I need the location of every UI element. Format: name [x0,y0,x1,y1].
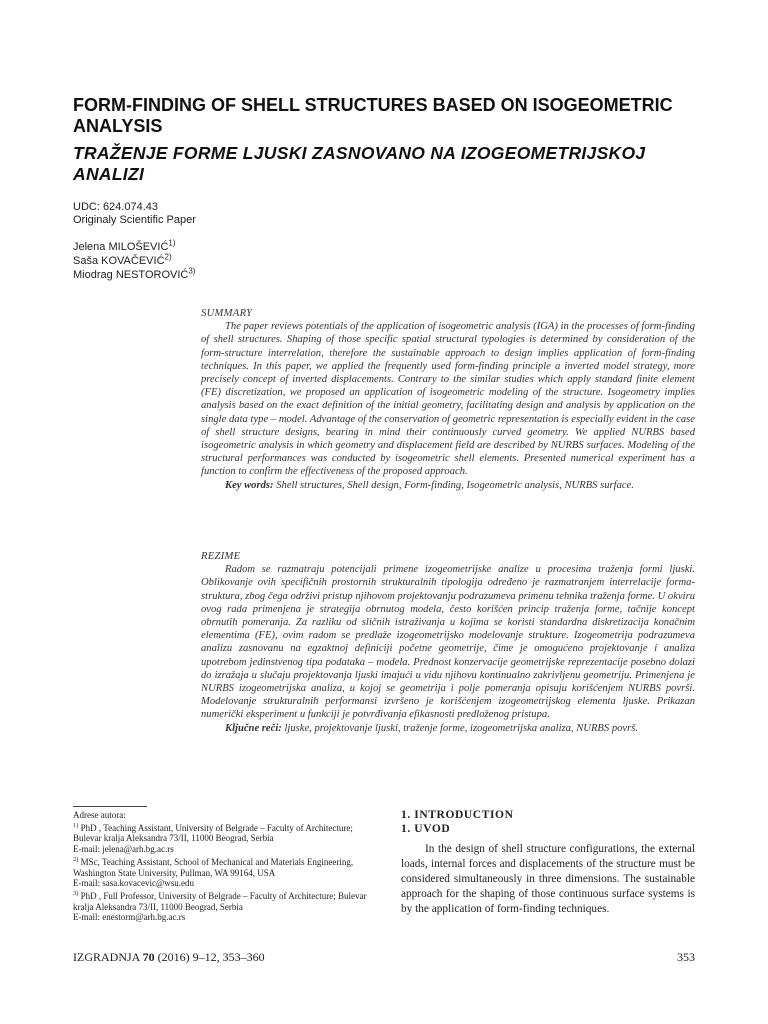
journal-volume: 70 [142,950,155,964]
rezime-section [201,550,695,735]
address-text: MSc, Teaching Assistant, School of Mechanical and Materials Engineering, Washington State University, Pullman, WA 99164, USA [73,856,354,878]
summary-section [201,307,695,492]
paper-title-english: FORM-FINDING OF SHELL STRUCTURES BASED ON ISOGEOMETRIC ANALYSIS [73,95,673,136]
author-affiliation-marker: 2) [164,252,172,262]
page-number: 353 [677,950,695,964]
footnote-marker: 3) [73,889,79,897]
summary-text: The paper reviews potentials of the application of isogeometric analysis (IGA) in the processes of form-finding of shell structures. Shaping of those specific spatial structural typologies is determined by consideration of the form-structure interrelation, therefore the sustainable approach to design implies application of form-finding techniques. In this paper, we applied the frequently used form-finding principle a inverted model strategy, more precisely concept of inverted displacements. Contrary to the similar studies which apply standard finite element (FE) discretization, we proposed an application of isogeometric modeling of the structure. Isogeometry implies analysis based on the exact definition of the initial geometry, facilitating design and analysis by application on the single data type – model. Advantage of the conservation of geometric representation is especially evident in the case of shell structure designs, bearing in mind their continuously curved geometry. We applied NURBS based isogeometric analysis in which geometry and displacement field are described by NURBS surfaces. Modeling of the structural performances was conducted by isogeometric shell elements. Presented numerical experiment has a function to confirm the effectiveness of the proposed approach. [201,321,695,478]
address-footnote [73,821,369,844]
introduction-heading [401,808,514,836]
rezime-heading: REZIME [201,551,241,562]
footnote-divider [73,806,147,807]
author-last-name: MILOŠEVIĆ [108,241,169,253]
author-list [73,240,195,282]
address-email: E-mail: jelena@arh.bg.ac.rs [73,844,174,855]
paper-metadata [73,201,196,227]
addresses-heading: Adrese autora: [73,810,126,820]
introduction-heading-serbian: 1. UVOD [401,823,451,835]
author-affiliation-marker: 3) [188,266,196,276]
author-last-name: NESTOROVIĆ [115,269,189,281]
keywords-text: Shell structures, Shell design, Form-finding, Isogeometric analysis, NURBS surface. [276,479,634,491]
keywords-label: Ključne reči: [225,722,282,734]
summary-heading: SUMMARY [201,308,253,319]
paper-type: Originaly Scientific Paper [73,214,196,226]
footnote-marker: 1) [73,821,79,829]
author-addresses [73,810,369,923]
address-email: E-mail: sasa.kovacevic@wsu.edu [73,878,194,889]
author-last-name: KOVAČEVIĆ [101,255,165,267]
rezime-keywords [201,722,695,735]
summary-keywords [201,479,695,492]
paper-title-serbian: TRAŽENJE FORME LJUSKI ZASNOVANO NA IZOGEOMETRIJSKOJ ANALIZI [73,143,646,184]
author-affiliation-marker: 1) [168,238,176,248]
introduction-text: In the design of shell structure configurations, the external loads, internal forces and displacements of the structure must be considered simultaneously in three dimensions. The sustainable approach for the shaping of those continuous surface systems is by the application of form-finding techniques. [401,843,695,915]
keywords-label: Key words: [225,479,274,491]
rezime-text: Radom se razmatraju potencijali primene izogeometrijske analize u procesima traženja formi ljuski. Oblikovanje ovih specifičnih prostornih strukturalnih tipologija određeno je razmatranjem interrelacije forma-struktura, zbog čega održivi pristup njihovom projektovanju podrazumeva primenu tehnika traženja forme. U okviru ovog rada primenjena je strategija obrnutog modela, često korišćen princip traženja forme, tačnije koncept obrnutih pomeranja. Za razliku od sličnih istraživanja u kojima se koristi standardna diskretizacija konačnim elementima (FE), ovim radom se predlaže izogeometrijsko modelovanje strukture. Izogeometrija podrazumeva analizu zasnovanu na egzaktnoj definiciji početne geometrije, čime je omogućeno projektovanje i analiza upotrebom jedinstvenog tipa podataka – modela. Prednost konzervacije geometrijske reprezentacije posebno dolazi do izražaja u slučaju projektovanja ljuski imajući u vidu njihovu kontinualno zakrivljenu geometriju. Primenjena je NURBS izogeometrijska analiza, u kojoj se geometrija i polje pomeranja opisuju korišćenjem NURBS površi. Modelovanje strukturalnih performansi izvršeno je korišćenjem izogeometrijskog elementa ljuske. Prikazan numerički eksperiment u funkciji je potvrđivanja efikasnosti predloženog pristupa. [201,564,695,721]
address-email: E-mail: enestorm@arh.bg.ac.rs [73,912,186,923]
author [73,240,195,254]
journal-name: IZGRADNJA [73,950,140,964]
address-footnote [73,889,369,912]
author-first-name: Saša [73,255,99,267]
journal-citation [73,950,265,965]
author-first-name: Miodrag [73,269,113,281]
address-text: PhD , Teaching Assistant, University of Belgrade – Faculty of Architecture; Bulevar kralja Aleksandra 73/II, 11000 Beograd, Serbia [73,822,353,844]
address-text: PhD , Full Professor, University of Belgrade – Faculty of Architecture; Bulevar kralja Aleksandra 73/II, 11000 Beograd, Serbia [73,890,367,912]
author-first-name: Jelena [73,241,106,253]
introduction-heading-english: 1. INTRODUCTION [401,809,514,821]
udc-code: UDC: 624.074.43 [73,201,158,213]
keywords-text: ljuske, projektovanje ljuski, traženje forme, izogeometrijska analiza, NURBS površ. [284,722,639,734]
journal-issue-pages: (2016) 9–12, 353–360 [157,950,265,964]
author [73,268,195,282]
address-footnote [73,855,369,878]
author [73,254,195,268]
footnote-marker: 2) [73,855,79,863]
